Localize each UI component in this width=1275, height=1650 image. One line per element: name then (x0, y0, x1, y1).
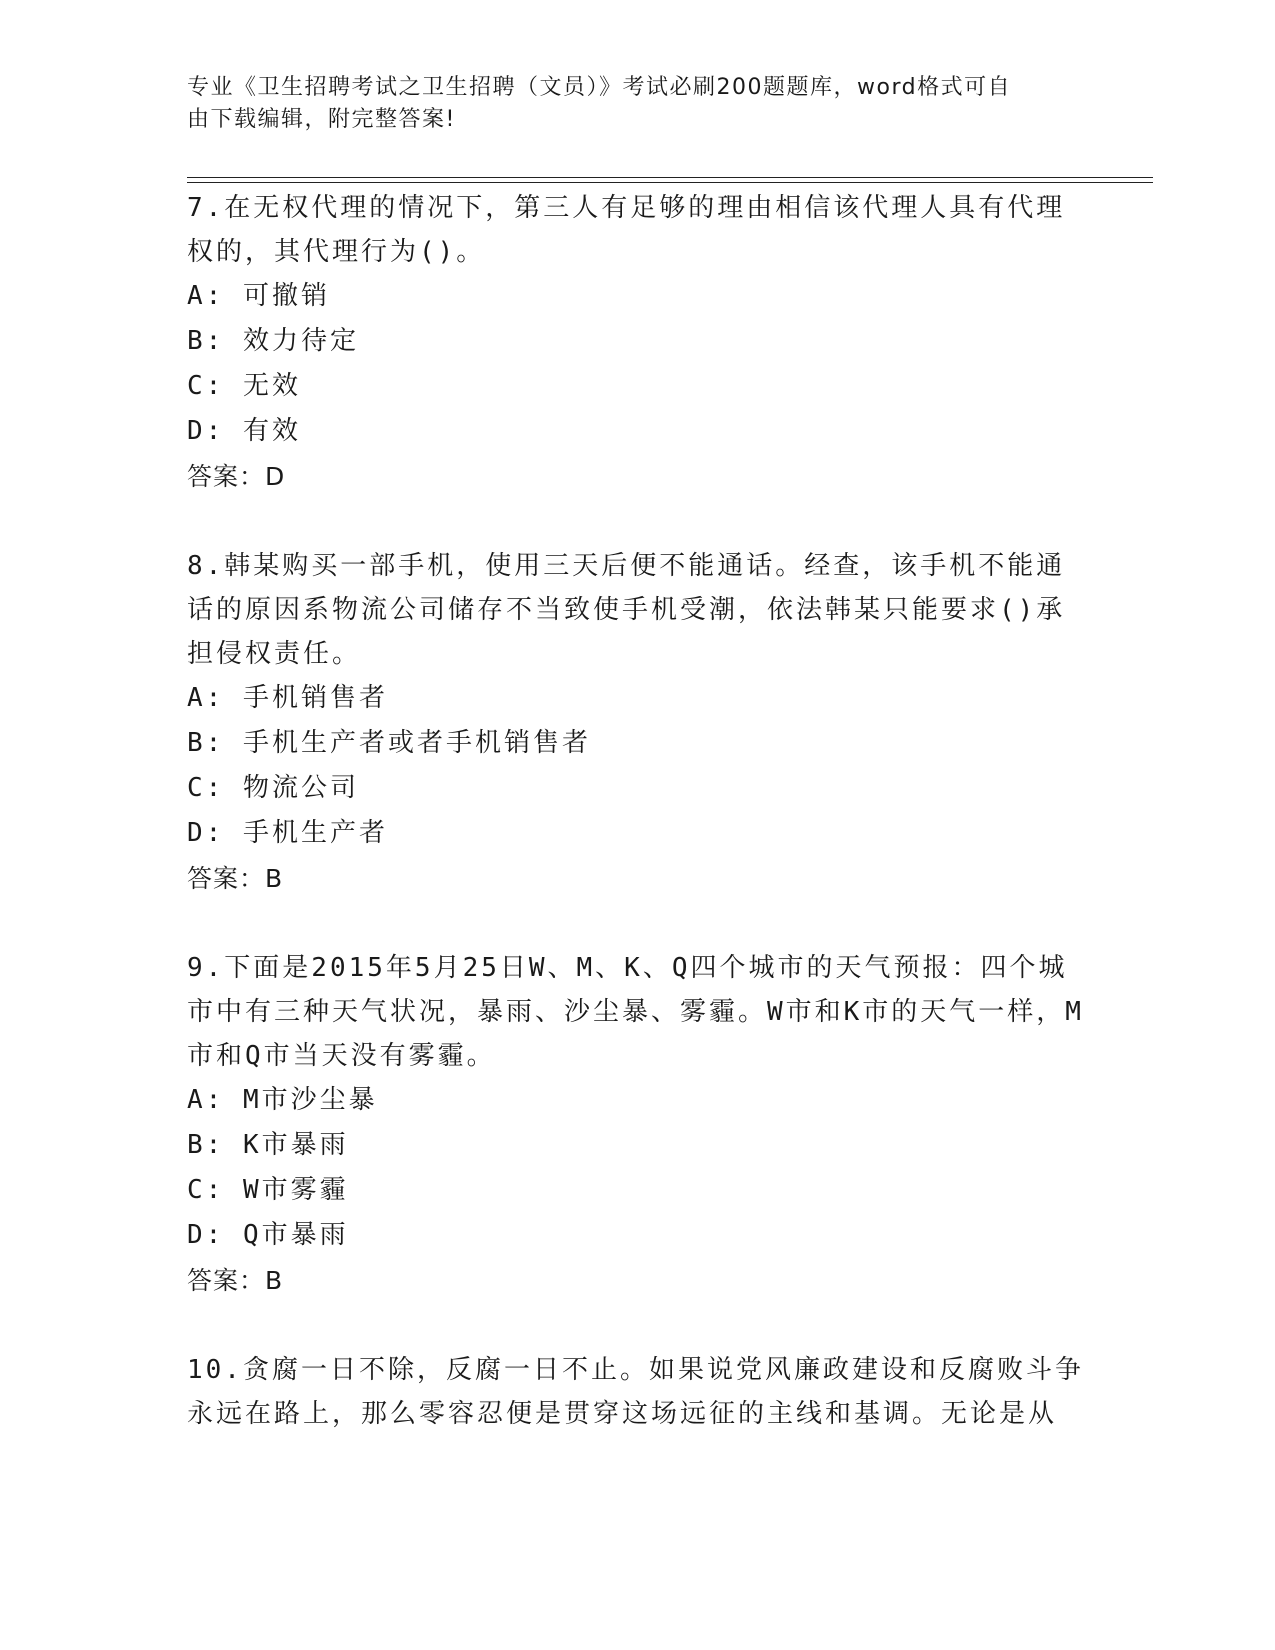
option-b: B: K市暴雨 (187, 1130, 349, 1160)
spacer (187, 901, 1087, 946)
option-b: B: 手机生产者或者手机销售者 (187, 728, 591, 758)
header-title-line1: 专业《卫生招聘考试之卫生招聘（文员）》考试必刷200题题库，word格式可自 (187, 75, 1012, 100)
option-c: C: W市雾霾 (187, 1175, 349, 1205)
spacer (187, 1303, 1087, 1348)
option-d: D: 有效 (187, 416, 301, 446)
option-b: B: 效力待定 (187, 326, 359, 356)
answer-line: 答案：B (187, 1266, 284, 1295)
question-item (187, 544, 1087, 901)
option-d: D: 手机生产者 (187, 818, 388, 848)
answer-line: 答案：B (187, 864, 284, 893)
option-c: C: 无效 (187, 371, 301, 401)
spacer (187, 499, 1087, 544)
header-title-line2: 由下载编辑，附完整答案! (187, 107, 456, 132)
question-text: 8.韩某购买一部手机，使用三天后便不能通话。经查，该手机不能通话的原因系物流公司储存不当致使手机受潮，依法韩某只能要求()承担侵权责任。 (187, 551, 1066, 669)
question-text: 7.在无权代理的情况下，第三人有足够的理由相信该代理人具有代理权的，其代理行为()。 (187, 193, 1066, 267)
option-a: A: M市沙尘暴 (187, 1085, 378, 1115)
header-divider (187, 177, 1153, 178)
option-a: A: 可撤销 (187, 281, 330, 311)
option-c: C: 物流公司 (187, 773, 359, 803)
question-item (187, 186, 1087, 499)
question-item (187, 946, 1087, 1303)
question-text: 10.贪腐一日不除，反腐一日不止。如果说党风廉政建设和反腐败斗争永远在路上，那么零容忍便是贯穿这场远征的主线和基调。无论是从 (187, 1355, 1084, 1429)
question-item (187, 1348, 1087, 1436)
option-a: A: 手机销售者 (187, 683, 388, 713)
document-header (187, 72, 1067, 136)
question-list (187, 186, 1087, 1436)
option-d: D: Q市暴雨 (187, 1220, 349, 1250)
header-divider (187, 182, 1153, 183)
answer-line: 答案：D (187, 462, 286, 491)
question-text: 9.下面是2015年5月25日W、M、K、Q四个城市的天气预报：四个城市中有三种天气状况，暴雨、沙尘暴、雾霾。W市和K市的天气一样，M市和Q市当天没有雾霾。 (187, 953, 1084, 1071)
